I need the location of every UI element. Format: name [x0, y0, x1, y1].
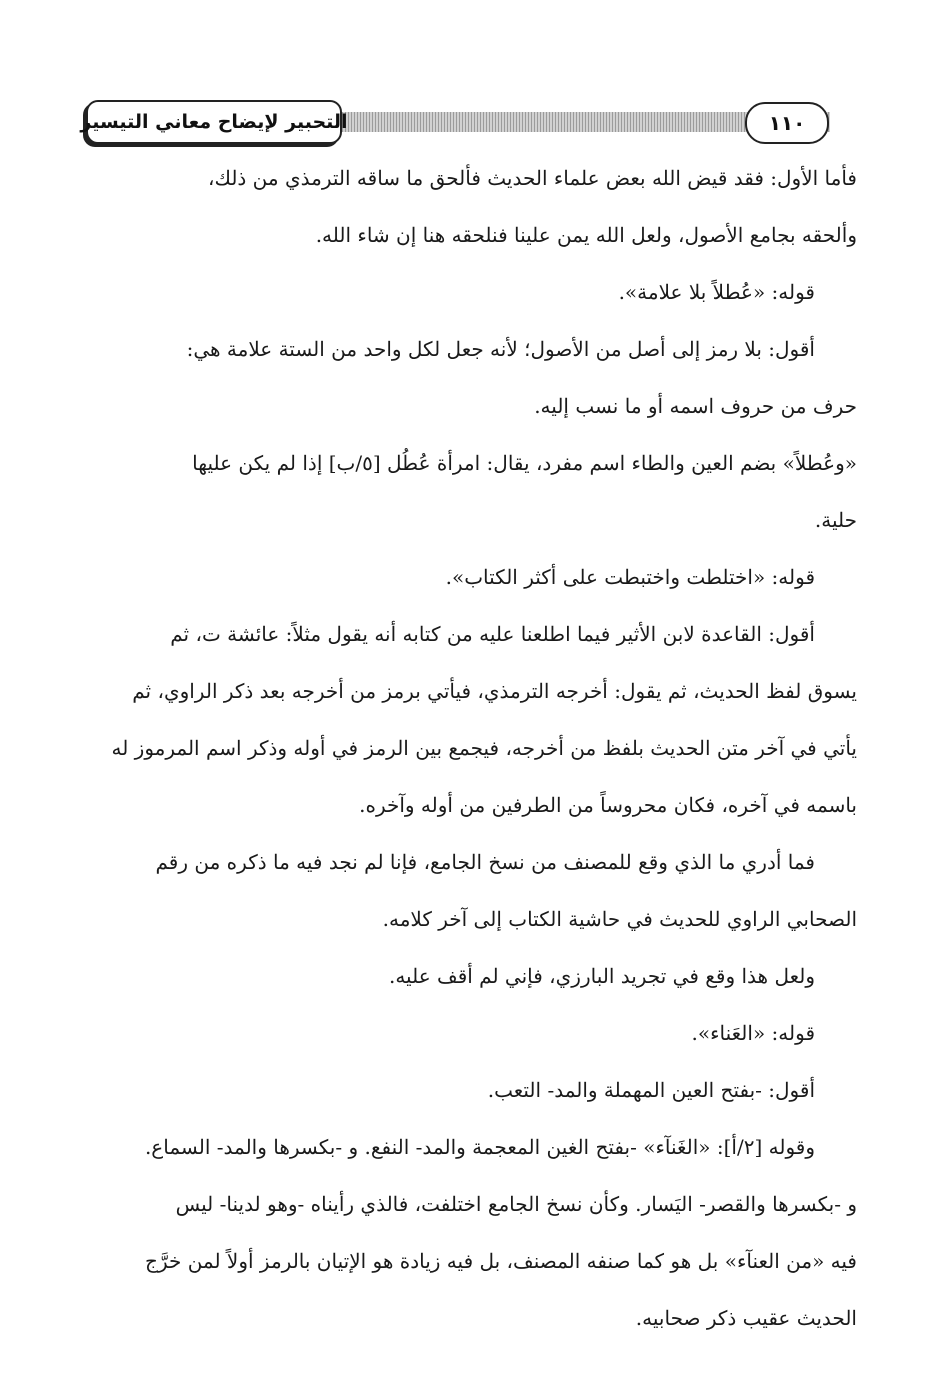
text-line: فما أدري ما الذي وقع للمصنف من نسخ الجامع، فإنا لم نجد فيه ما ذكره من رقم — [155, 850, 815, 874]
text-line: حرف من حروف اسمه أو ما نسب إليه. — [534, 394, 857, 418]
page-number: ١١٠ — [768, 111, 806, 135]
page-number-frame — [745, 102, 829, 144]
text-line: الحديث عقيب ذكر صحابيه. — [635, 1306, 857, 1330]
text-line: حلية. — [814, 508, 857, 532]
text-line: أقول: القاعدة لابن الأثير فيما اطلعنا عليه من كتابه أنه يقول مثلاً: عائشة ت، ثم — [170, 622, 815, 646]
body-text — [82, 150, 857, 1347]
text-line: الصحابي الراوي للحديث في حاشية الكتاب إلى آخر كلامه. — [382, 907, 857, 931]
text-line: قوله: «العَناء». — [691, 1021, 815, 1045]
text-line: أقول: -بفتح العين المهملة والمد- التعب. — [487, 1078, 815, 1102]
text-line: ولعل هذا وقع في تجريد البارزي، فإني لم أقف عليه. — [388, 964, 815, 988]
page-header — [80, 98, 840, 150]
book-title: التحبير لإيضاح معاني التيسير — [80, 111, 348, 133]
text-line: وألحقه بجامع الأصول، ولعل الله يمن علينا فنلحقه هنا إن شاء الله. — [315, 223, 857, 247]
text-line: فأما الأول: فقد قيض الله بعض علماء الحديث فألحق ما ساقه الترمذي من ذلك، — [208, 166, 857, 190]
book-title-frame — [80, 100, 348, 144]
text-line: «وعُطلاً» بضم العين والطاء اسم مفرد، يقال: امرأة عُطُل [٥/ب] إذا لم يكن عليها — [192, 451, 857, 475]
text-line: أقول: بلا رمز إلى أصل من الأصول؛ لأنه جعل لكل واحد من الستة علامة هي: — [186, 337, 815, 361]
text-line: يأتي في آخر متن الحديث بلفظ من أخرجه، فيجمع بين الرمز في أوله وذكر اسم المرموز له — [111, 736, 857, 760]
text-line: و -بكسرها والقصر- اليَسار. وكأن نسخ الجامع اختلفت، فالذي رأيناه -وهو لدينا- ليس — [175, 1192, 857, 1216]
text-line: فيه «من العنآء» بل هو كما صنفه المصنف، بل فيه زيادة هو الإتيان بالرمز أولاً لمن خرَّج — [145, 1249, 857, 1273]
text-line: قوله: «عُطلاً بلا علامة». — [618, 280, 815, 304]
text-line: باسمه في آخره، فكان محروساً من الطرفين من أوله وآخره. — [359, 793, 857, 817]
text-line: وقوله [٢/أ]: «الغَنآء» -بفتح الغين المعجمة والمد- النفع. و -بكسرها والمد- السماع. — [144, 1135, 815, 1159]
text-line: يسوق لفظ الحديث، ثم يقول: أخرجه الترمذي، فيأتي برمز من أخرجه بعد ذكر الراوي، ثم — [132, 679, 857, 703]
text-line: قوله: «اختلطت واختبطت على أكثر الكتاب». — [445, 565, 815, 589]
